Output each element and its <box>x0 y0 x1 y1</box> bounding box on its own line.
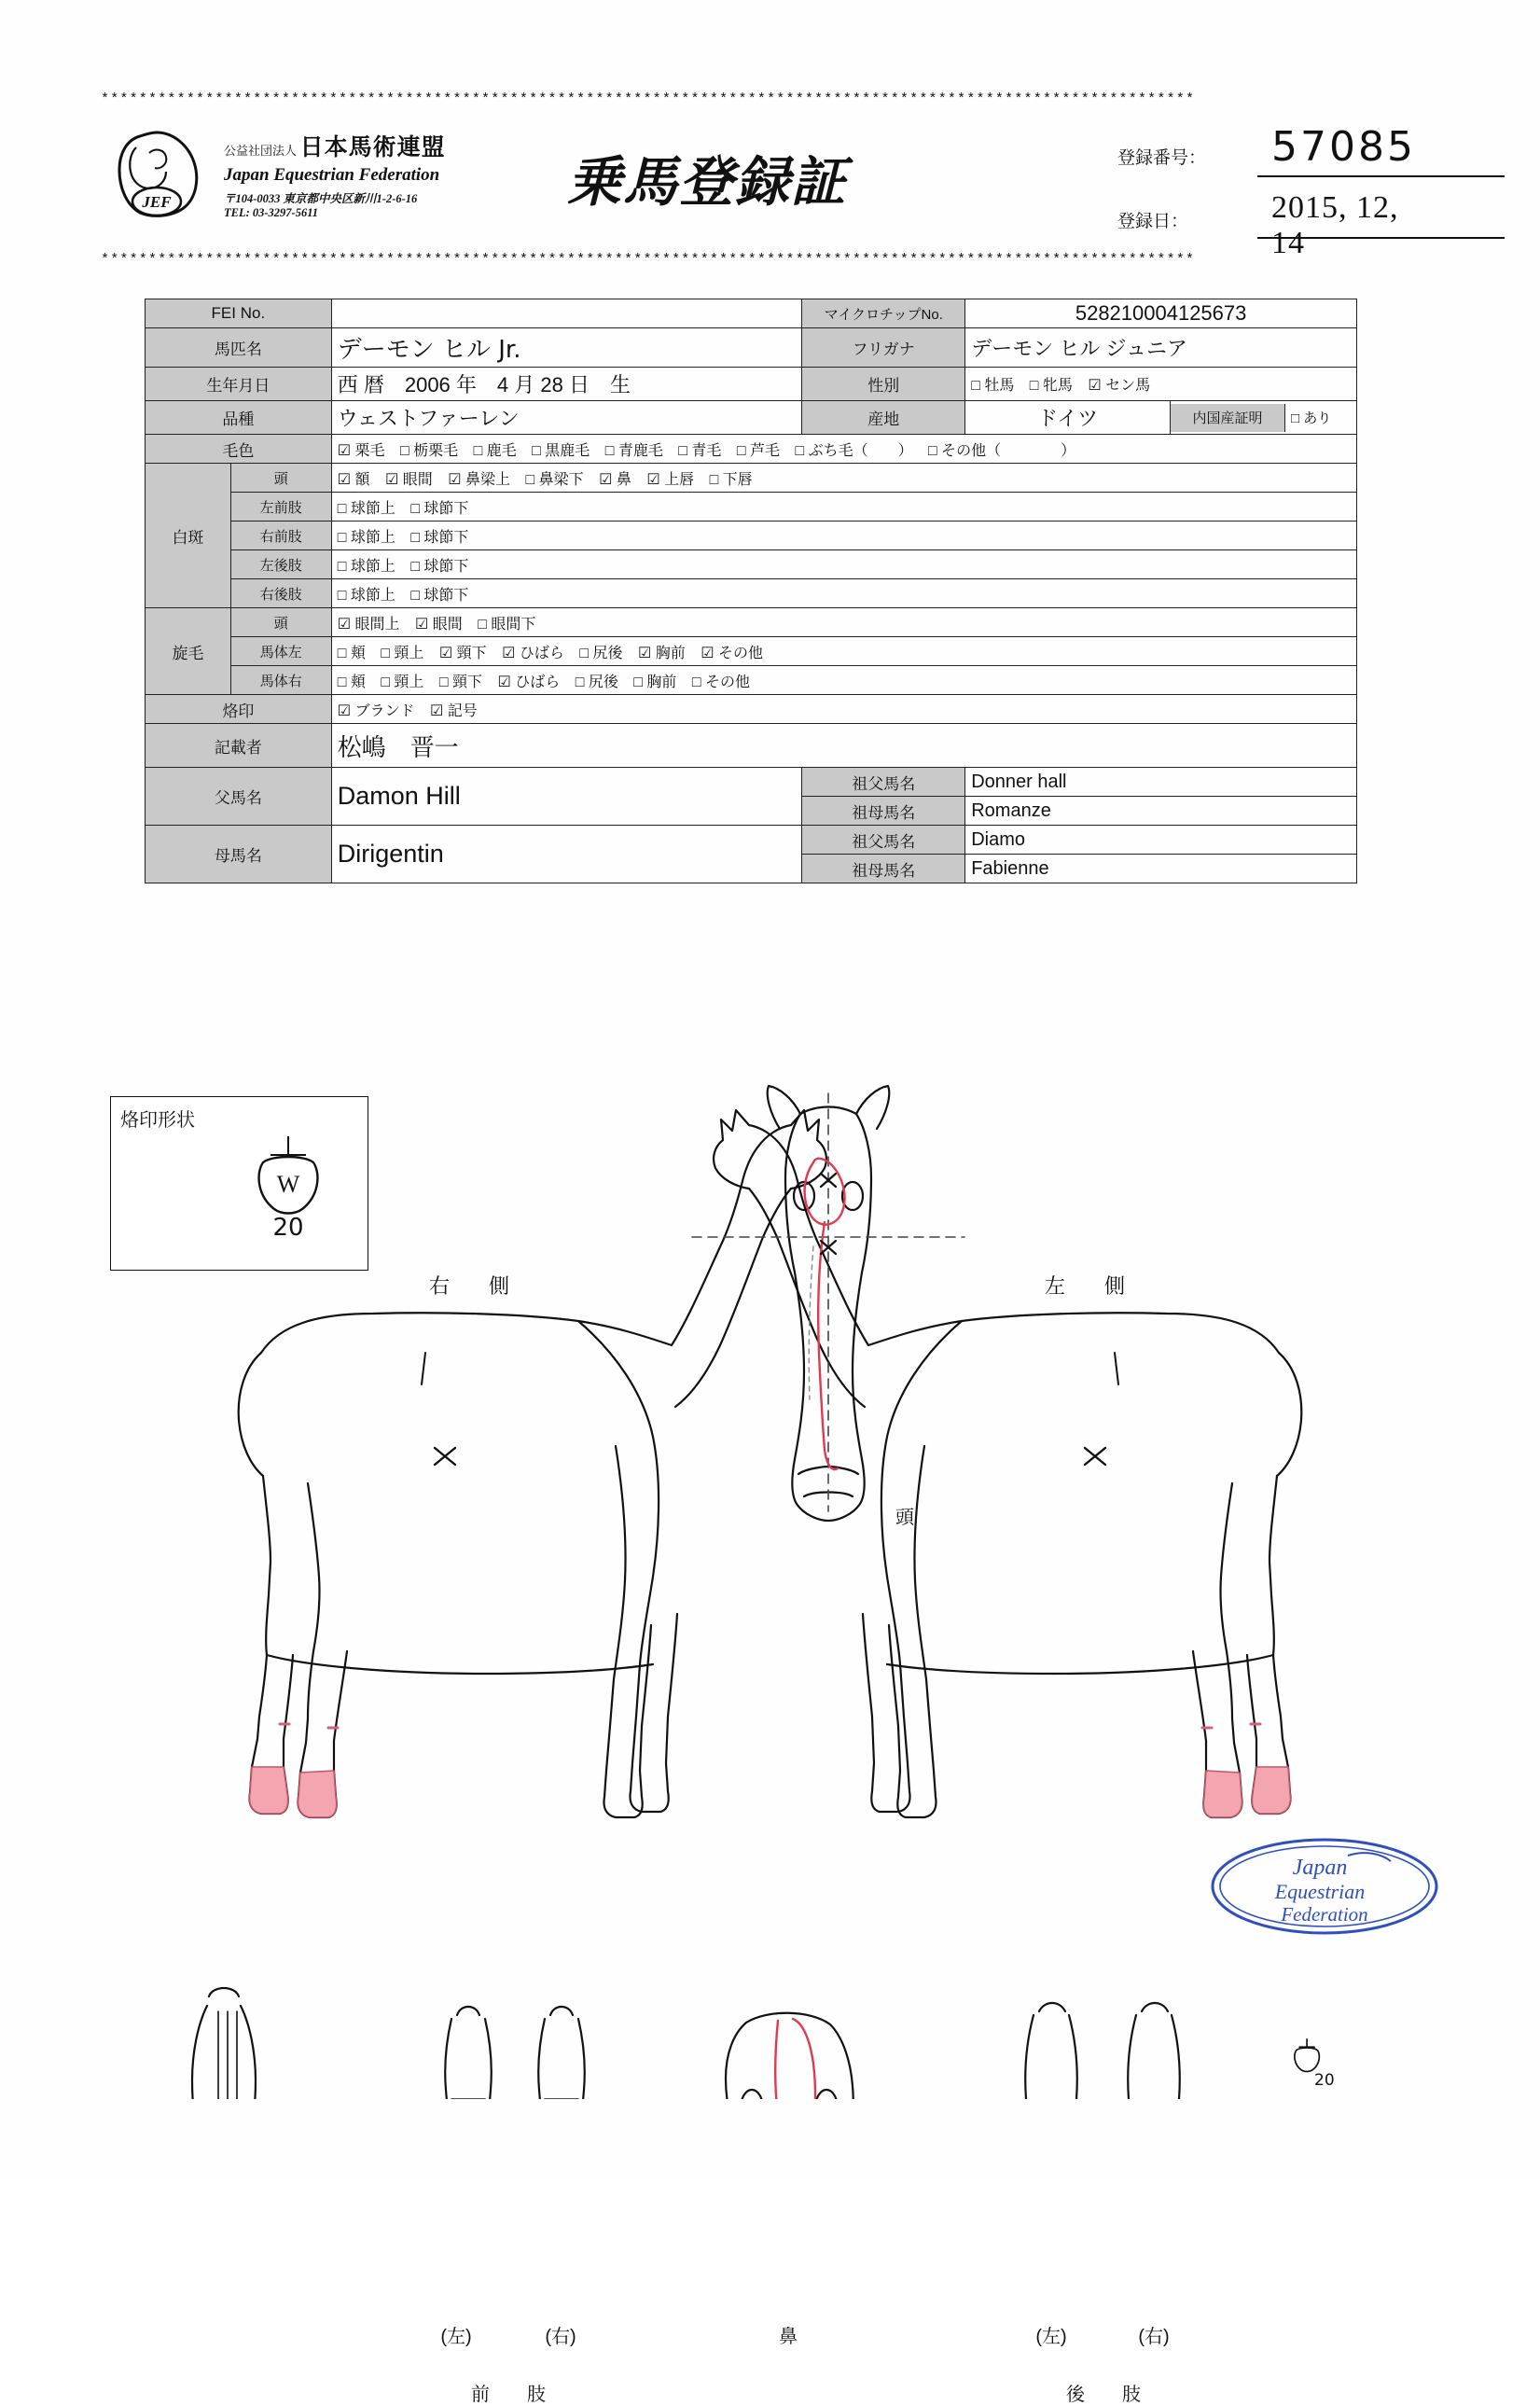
whorl-2-opt-1-label: □ 頸上 <box>381 674 424 690</box>
coat-option-3-label: □ 黒鹿毛 <box>532 442 590 459</box>
breed-label: 品種 <box>146 401 332 435</box>
table-row-dam-1 <box>146 826 1357 855</box>
decorative-rule-bottom: ******************************************************************************************************************* <box>101 252 1196 268</box>
coat-option-6 <box>737 443 785 459</box>
markings-0-opt-4-label: ☑ 鼻 <box>599 471 631 488</box>
markings-4-opt-1 <box>410 588 474 604</box>
domestic-option-label: □ あり <box>1291 410 1332 426</box>
dam-label: 母馬名 <box>146 826 332 883</box>
coat-option-4 <box>605 443 669 459</box>
whorl-2-opt-2 <box>439 675 488 690</box>
brand-opt-0 <box>338 703 421 719</box>
brand-opt-1 <box>430 703 483 719</box>
sex-option-1-label: □ 牝馬 <box>1029 378 1073 394</box>
coat-option-2-label: □ 鹿毛 <box>473 442 517 459</box>
coat-option-4-label: □ 青鹿毛 <box>604 442 663 459</box>
markings-3-opt-0-label: □ 球節上 <box>337 558 395 575</box>
dam-granddam-value: Fabienne <box>965 855 1357 883</box>
official-seal-stamp <box>1208 1833 1441 1940</box>
sire-granddam-label: 祖母馬名 <box>802 797 965 826</box>
page-title: 乗馬登録証 <box>567 150 848 214</box>
whorl-2-opt-6-label: □ その他 <box>691 674 750 690</box>
coat-option-7 <box>795 443 918 459</box>
markings-0-opt-0-label: ☑ 額 <box>337 471 370 488</box>
whorl-1-opt-3-label: ☑ ひばら <box>502 645 564 661</box>
furigana-label: フリガナ <box>802 328 965 368</box>
table-row-whorl-right <box>146 666 1357 695</box>
svg-text:20: 20 <box>1314 2071 1335 2090</box>
whorl-1-opt-1-label: □ 頸上 <box>381 645 424 661</box>
markings-label: 白斑 <box>146 464 231 608</box>
svg-text:20: 20 <box>272 1214 304 1242</box>
sex-option-2 <box>1088 378 1156 394</box>
sex-label: 性別 <box>802 368 965 401</box>
dam-granddam-label: 祖母馬名 <box>802 855 965 883</box>
markings-options-0 <box>331 464 1356 493</box>
forelimb-left-caption: (左) <box>440 2327 472 2347</box>
hindlimb-caption: 後 肢 <box>1066 2385 1150 2405</box>
dam-grandsire-value: Diamo <box>965 826 1357 855</box>
right-side-label: 右 側 <box>429 1274 520 1298</box>
recorder-value: 松嶋 晋一 <box>331 724 1356 768</box>
whorl-2-opt-2-label: □ 頸下 <box>438 674 483 690</box>
microchip-value: 528210004125673 <box>965 299 1357 328</box>
markings-1-opt-1 <box>410 501 474 517</box>
whorl-1-opt-3 <box>502 646 570 661</box>
origin-value: ドイツ <box>965 401 1171 435</box>
sex-option-2-label: ☑ セン馬 <box>1088 378 1151 394</box>
markings-options-2 <box>331 522 1356 550</box>
markings-2-opt-0 <box>338 530 401 546</box>
whorl-2-opt-0 <box>338 675 371 690</box>
org-telephone: TEL: 03-3297-5611 <box>224 206 319 219</box>
furigana-value: デーモン ヒル ジュニア <box>965 328 1357 368</box>
table-row-name <box>146 328 1357 368</box>
hindlimb-right-caption: (右) <box>1138 2327 1170 2347</box>
sire-grandsire-label: 祖父馬名 <box>802 768 965 797</box>
coat-option-5 <box>678 443 727 459</box>
forelimb-right-caption: (右) <box>545 2327 576 2347</box>
whorl-part-2: 馬体右 <box>230 666 331 695</box>
org-identity <box>224 129 550 220</box>
registration-date-value: 2015, 12, 14 <box>1271 190 1399 260</box>
svg-text:Federation: Federation <box>1281 1903 1368 1926</box>
org-address: 〒104-0033 東京都中央区新川1-2-6-16 <box>224 192 418 205</box>
markings-3-opt-1 <box>410 559 474 575</box>
head-label: 頭 <box>895 1508 914 1528</box>
whorl-1-opt-4-label: □ 尻後 <box>579 645 623 661</box>
markings-0-opt-1-label: ☑ 眼間 <box>384 471 433 488</box>
document-header <box>101 121 1435 260</box>
table-row-whorl-head <box>146 608 1357 637</box>
table-row-markings-head <box>146 464 1357 493</box>
coat-options <box>331 435 1356 464</box>
sex-option-0-label: □ 牡馬 <box>971 378 1015 394</box>
org-name-jp: 日本馬術連盟 <box>299 133 446 160</box>
markings-1-opt-0-label: □ 球節上 <box>337 500 395 517</box>
coat-option-6-label: □ 芦毛 <box>736 442 780 459</box>
table-row-coat <box>146 435 1357 464</box>
whorl-part-1: 馬体左 <box>230 637 331 666</box>
whorl-options-2 <box>331 666 1356 695</box>
markings-2-opt-1 <box>410 530 474 546</box>
markings-4-opt-0-label: □ 球節上 <box>337 587 395 604</box>
whorl-0-opt-2-label: □ 眼間下 <box>478 616 536 633</box>
whorl-1-opt-0-label: □ 頬 <box>337 645 366 661</box>
table-row-markings-rf <box>146 522 1357 550</box>
markings-options-4 <box>331 579 1356 608</box>
horse-data-table <box>145 299 1357 883</box>
coat-option-7-label: □ ぶち毛（ ） <box>795 442 913 459</box>
markings-0-opt-2 <box>448 472 516 488</box>
domestic-cell <box>1171 401 1357 435</box>
sire-label: 父馬名 <box>146 768 332 826</box>
org-name-en: Japan Equestrian Federation <box>224 165 440 185</box>
registration-number-underline <box>1257 175 1505 177</box>
markings-part-3: 左後肢 <box>230 550 331 579</box>
whorl-1-opt-5 <box>638 646 691 661</box>
dam-value: Dirigentin <box>331 826 802 883</box>
horse-diagram-area <box>0 1073 1540 2405</box>
birthdate-label: 生年月日 <box>146 368 332 401</box>
markings-part-4: 右後肢 <box>230 579 331 608</box>
table-row-fei <box>146 299 1357 328</box>
origin-label: 産地 <box>802 401 965 435</box>
breed-value: ウェストファーレン <box>331 401 802 435</box>
whorl-0-opt-0-label: ☑ 眼間上 <box>337 616 400 633</box>
markings-1-opt-1-label: □ 球節下 <box>410 500 469 517</box>
coat-option-2 <box>474 443 522 459</box>
whorl-1-opt-4 <box>579 646 628 661</box>
markings-part-1: 左前肢 <box>230 493 331 522</box>
domestic-option <box>1285 404 1356 432</box>
table-row-recorder <box>146 724 1357 768</box>
table-row-whorl-left <box>146 637 1357 666</box>
markings-0-opt-6-label: □ 下唇 <box>709 471 753 488</box>
registration-date-label: 登録日： <box>1117 212 1189 231</box>
domestic-label: 内国産証明 <box>1171 404 1285 432</box>
sex-options <box>965 368 1357 401</box>
dam-grandsire-label: 祖父馬名 <box>802 826 965 855</box>
org-prefix: 公益社団法人 <box>224 144 298 158</box>
whorl-2-opt-4-label: □ 尻後 <box>575 674 618 690</box>
markings-0-opt-5 <box>646 472 700 488</box>
markings-3-opt-1-label: □ 球節下 <box>410 558 469 575</box>
table-row-breed <box>146 401 1357 435</box>
coat-option-3 <box>532 443 595 459</box>
markings-options-3 <box>331 550 1356 579</box>
sex-option-0 <box>971 378 1020 394</box>
registration-number-value: 57085 <box>1271 123 1416 171</box>
table-row-markings-lh <box>146 550 1357 579</box>
markings-1-opt-0 <box>338 501 401 517</box>
decorative-rule-top: ******************************************************************************************************************* <box>101 91 1196 107</box>
sex-option-1 <box>1030 378 1078 394</box>
whorl-label: 旋毛 <box>146 608 231 695</box>
whorl-2-opt-6 <box>692 675 756 690</box>
forelimb-caption: 前 肢 <box>471 2385 555 2405</box>
markings-part-2: 右前肢 <box>230 522 331 550</box>
whorl-1-opt-6-label: ☑ その他 <box>701 645 764 661</box>
coat-option-0-label: ☑ 栗毛 <box>337 442 385 459</box>
table-row-brand <box>146 695 1357 724</box>
coat-label: 毛色 <box>146 435 332 464</box>
whorl-2-opt-3-label: ☑ ひばら <box>497 674 561 690</box>
svg-text:JEF: JEF <box>142 193 172 211</box>
fei-no-value <box>331 299 802 328</box>
whorl-1-opt-0 <box>338 646 371 661</box>
table-row-markings-rh <box>146 579 1357 608</box>
whorl-options-0 <box>331 608 1356 637</box>
whorl-1-opt-5-label: ☑ 胸前 <box>637 645 686 661</box>
markings-0-opt-1 <box>385 472 438 488</box>
brand-opt-1-label: ☑ 記号 <box>429 702 478 719</box>
whorl-1-opt-6 <box>701 646 769 661</box>
whorl-1-opt-1 <box>381 646 429 661</box>
registration-date-underline <box>1257 237 1505 239</box>
table-row-sire-1 <box>146 768 1357 797</box>
nose-caption: 鼻 <box>779 2327 798 2347</box>
coat-option-5-label: □ 青毛 <box>678 442 722 459</box>
whorl-part-0: 頭 <box>230 608 331 637</box>
whorl-2-opt-5 <box>633 675 682 690</box>
whorl-2-opt-5-label: □ 胸前 <box>633 674 677 690</box>
brand-shape-title: 烙印形状 <box>120 1110 195 1131</box>
jef-logo-icon <box>108 131 218 219</box>
whorl-0-opt-1-label: ☑ 眼間 <box>414 616 463 633</box>
markings-4-opt-1-label: □ 球節下 <box>410 587 469 604</box>
brand-label: 烙印 <box>146 695 332 724</box>
svg-text:W: W <box>276 1171 300 1198</box>
table-row-birth <box>146 368 1357 401</box>
brand-opt-0-label: ☑ ブランド <box>337 702 415 719</box>
markings-0-opt-5-label: ☑ 上唇 <box>646 471 695 488</box>
microchip-label: マイクロチップNo. <box>802 299 965 328</box>
markings-2-opt-0-label: □ 球節上 <box>337 529 395 546</box>
whorl-2-opt-3 <box>497 675 565 690</box>
whorl-0-opt-0 <box>338 617 406 633</box>
coat-option-8-label: □ その他（ ） <box>928 442 1076 459</box>
fei-no-label: FEI No. <box>146 299 332 328</box>
left-side-label: 左 側 <box>1045 1274 1135 1298</box>
table-row-markings-lf <box>146 493 1357 522</box>
coat-option-8 <box>928 443 1081 459</box>
markings-3-opt-0 <box>338 559 401 575</box>
svg-text:Japan: Japan <box>1292 1856 1348 1880</box>
markings-0-opt-4 <box>599 472 637 488</box>
whorl-0-opt-2 <box>478 617 541 633</box>
coat-option-0 <box>338 443 391 459</box>
whorl-1-opt-2-label: ☑ 頸下 <box>438 645 487 661</box>
sire-value: Damon Hill <box>331 768 802 826</box>
sire-grandsire-value: Donner hall <box>965 768 1357 797</box>
markings-part-0: 頭 <box>230 464 331 493</box>
horse-name-label: 馬匹名 <box>146 328 332 368</box>
markings-0-opt-3 <box>525 472 589 488</box>
svg-text:Equestrian: Equestrian <box>1274 1880 1366 1903</box>
coat-option-1 <box>400 443 464 459</box>
markings-0-opt-3-label: □ 鼻梁下 <box>525 471 584 488</box>
markings-2-opt-1-label: □ 球節下 <box>410 529 469 546</box>
whorl-0-opt-1 <box>415 617 468 633</box>
horse-name-value: デーモン ヒル Jr. <box>331 328 802 368</box>
horse-outline-drawings <box>0 1073 1540 2099</box>
registration-number-label: 登録番号： <box>1117 148 1207 168</box>
whorl-2-opt-0-label: □ 頬 <box>337 674 366 690</box>
markings-options-1 <box>331 493 1356 522</box>
markings-0-opt-0 <box>338 472 376 488</box>
sire-granddam-value: Romanze <box>965 797 1357 826</box>
birthdate-value: 西 暦 2006 年 4 月 28 日 生 <box>331 368 802 401</box>
whorl-2-opt-1 <box>381 675 429 690</box>
whorl-1-opt-2 <box>439 646 493 661</box>
brand-options <box>331 695 1356 724</box>
hindlimb-left-caption: (左) <box>1035 2327 1067 2347</box>
markings-0-opt-2-label: ☑ 鼻梁上 <box>448 471 511 488</box>
coat-option-1-label: □ 栃栗毛 <box>399 442 459 459</box>
whorl-2-opt-4 <box>576 675 624 690</box>
markings-0-opt-6 <box>710 472 758 488</box>
whorl-options-1 <box>331 637 1356 666</box>
markings-4-opt-0 <box>338 588 401 604</box>
recorder-label: 記載者 <box>146 724 332 768</box>
